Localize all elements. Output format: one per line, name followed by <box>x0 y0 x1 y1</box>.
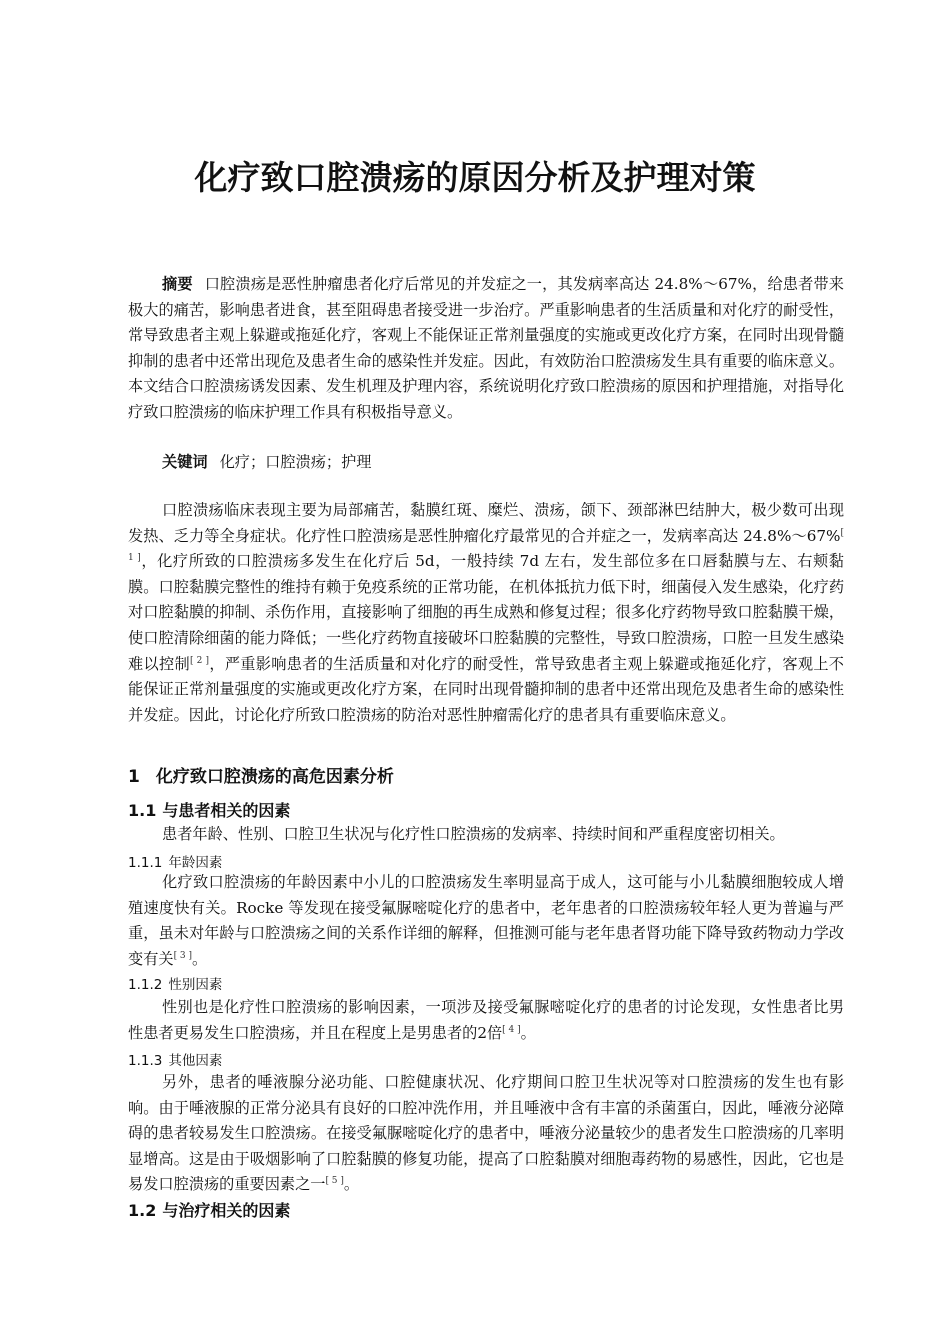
section-1-1-paragraph <box>128 822 844 848</box>
intro-text-2: ，化疗所致的口腔溃疡多发生在化疗后 5d，一般持续 7d 左右，发生部位多在口唇黏膜与左、右颊黏膜。口腔黏膜完整性的维持有赖于免疫系统的正常功能，在机体抵抗力低下时，细菌侵入发生感染，化疗药对口腔黏膜的抑制、杀伤作用，直接影响了细胞的再生成熟和修复过程；很多化疗药物导致口腔黏膜干燥，使口腔清除细菌的能力降低；一些化疗药物直接破坏口腔黏膜的完整性，导致口腔溃疡，口腔一旦发生感染难以控制 <box>128 552 844 673</box>
citation-5: [ 5 ] <box>325 1176 344 1187</box>
section-1-1-2-tail: 。 <box>520 1023 536 1042</box>
section-1-heading <box>128 762 394 787</box>
section-1-1-title: 与患者相关的因素 <box>162 801 291 820</box>
citation-4: [ 4 ] <box>502 1024 521 1035</box>
section-1-1-1-tail: 。 <box>192 949 208 968</box>
section-1-2-title: 与治疗相关的因素 <box>162 1201 291 1220</box>
citation-3: [ 3 ] <box>173 950 193 961</box>
section-1-1-2-paragraph <box>128 995 844 1046</box>
section-1-1-heading <box>128 798 290 821</box>
section-1-1-2-number: 1.1.2 <box>128 977 163 993</box>
keywords-text: 化疗；口腔溃疡；护理 <box>219 453 372 471</box>
section-1-2-heading <box>128 1198 290 1221</box>
section-1-1-1-text: 化疗致口腔溃疡的年龄因素中小儿的口腔溃疡发生率明显高于成人，这可能与小儿黏膜细胞较成人增殖速度快有关。Rocke 等发现在接受氟脲嘧啶化疗的患者中，老年患者的口腔溃疡较年轻人更为普遍与严重，虽未对年龄与口腔溃疡之间的关系作详细的解释，但推测可能与老年患者肾功能下降导致药物动力学改变有关 <box>128 873 844 968</box>
section-1-1-2-text: 性别也是化疗性口腔溃疡的影响因素，一项涉及接受氟脲嘧啶化疗的患者的讨论发现，女性患者比男性患者更易发生口腔溃疡，并且在程度上是男患者的2倍 <box>128 998 844 1042</box>
section-1-number: 1 <box>128 767 140 787</box>
section-1-1-3-title: 其他因素 <box>168 1053 223 1069</box>
paper-title: 化疗致口腔溃疡的原因分析及护理对策 <box>194 158 756 197</box>
section-1-1-1-title: 年龄因素 <box>168 855 223 871</box>
section-1-1-2-title: 性别因素 <box>168 977 223 993</box>
keywords-paragraph <box>128 450 844 476</box>
citation-1: [ 1 ] <box>128 527 844 564</box>
section-1-1-number: 1.1 <box>128 801 157 820</box>
intro-text-3: ，严重影响患者的生活质量和对化疗的耐受性，常导致患者主观上躲避或拖延化疗，客观上不能保证正常剂量强度的实施或更改化疗方案，在同时出现骨髓抑制的患者中还常出现危及患者生命的感染性并发症。因此，讨论化疗所致口腔溃疡的防治对恶性肿瘤需化疗的患者具有重要临床意义。 <box>128 654 844 724</box>
abstract-paragraph <box>128 272 844 426</box>
intro-paragraph <box>128 498 844 728</box>
intro-text-1: 口腔溃疡临床表现主要为局部痛苦，黏膜红斑、糜烂、溃疡，颌下、颈部淋巴结肿大，极少数可出现发热、乏力等全身症状。化疗性口腔溃疡是恶性肿瘤化疗最常见的合并症之一，发病率高达 24.8%～67% <box>128 501 844 545</box>
keywords-label: 关键词 <box>162 453 208 471</box>
section-1-1-3-heading <box>128 1049 222 1069</box>
section-1-1-3-paragraph <box>128 1070 844 1198</box>
section-1-1-2-heading <box>128 973 222 993</box>
section-1-2-number: 1.2 <box>128 1201 157 1220</box>
section-1-title: 化疗致口腔溃疡的高危因素分析 <box>155 767 394 787</box>
section-1-1-1-number: 1.1.1 <box>128 855 163 871</box>
section-1-1-3-number: 1.1.3 <box>128 1053 163 1069</box>
section-1-1-1-heading <box>128 851 222 871</box>
abstract-label: 摘要 <box>162 275 193 293</box>
abstract-text: 口腔溃疡是恶性肿瘤患者化疗后常见的并发症之一，其发病率高达 24.8%～67%，给患者带来极大的痛苦，影响患者进食，甚至阻碍患者接受进一步治疗。严重影响患者的生活质量和对化疗的耐受性，常导致患者主观上躲避或拖延化疗，客观上不能保证正常剂量强度的实施或更改化疗方案，在同时出现骨髓抑制的患者中还常出现危及患者生命的感染性并发症。因此，有效防治口腔溃疡发生具有重要的临床意义。本文结合口腔溃疡诱发因素、发生机理及护理内容，系统说明化疗致口腔溃疡的原因和护理措施，对指导化疗致口腔溃疡的临床护理工作具有积极指导意义。 <box>128 275 844 421</box>
section-1-1-text: 患者年龄、性别、口腔卫生状况与化疗性口腔溃疡的发病率、持续时间和严重程度密切相关。 <box>162 825 785 843</box>
section-1-1-3-text: 另外，患者的唾液腺分泌功能、口腔健康状况、化疗期间口腔卫生状况等对口腔溃疡的发生也有影响。由于唾液腺的正常分泌具有良好的口腔冲洗作用，并且唾液中含有丰富的杀菌蛋白，因此，唾液分泌障碍的患者较易发生口腔溃疡。在接受氟脲嘧啶化疗的患者中，唾液分泌量较少的患者发生口腔溃疡的几率明显增高。这是由于吸烟影响了口腔黏膜的修复功能，提高了口腔黏膜对细胞毒药物的易感性，因此，它也是易发口腔溃疡的重要因素之一 <box>128 1073 844 1194</box>
section-1-1-1-paragraph <box>128 870 844 972</box>
section-1-1-3-tail: 。 <box>343 1175 360 1194</box>
citation-2: [ 2 ] <box>189 655 210 666</box>
